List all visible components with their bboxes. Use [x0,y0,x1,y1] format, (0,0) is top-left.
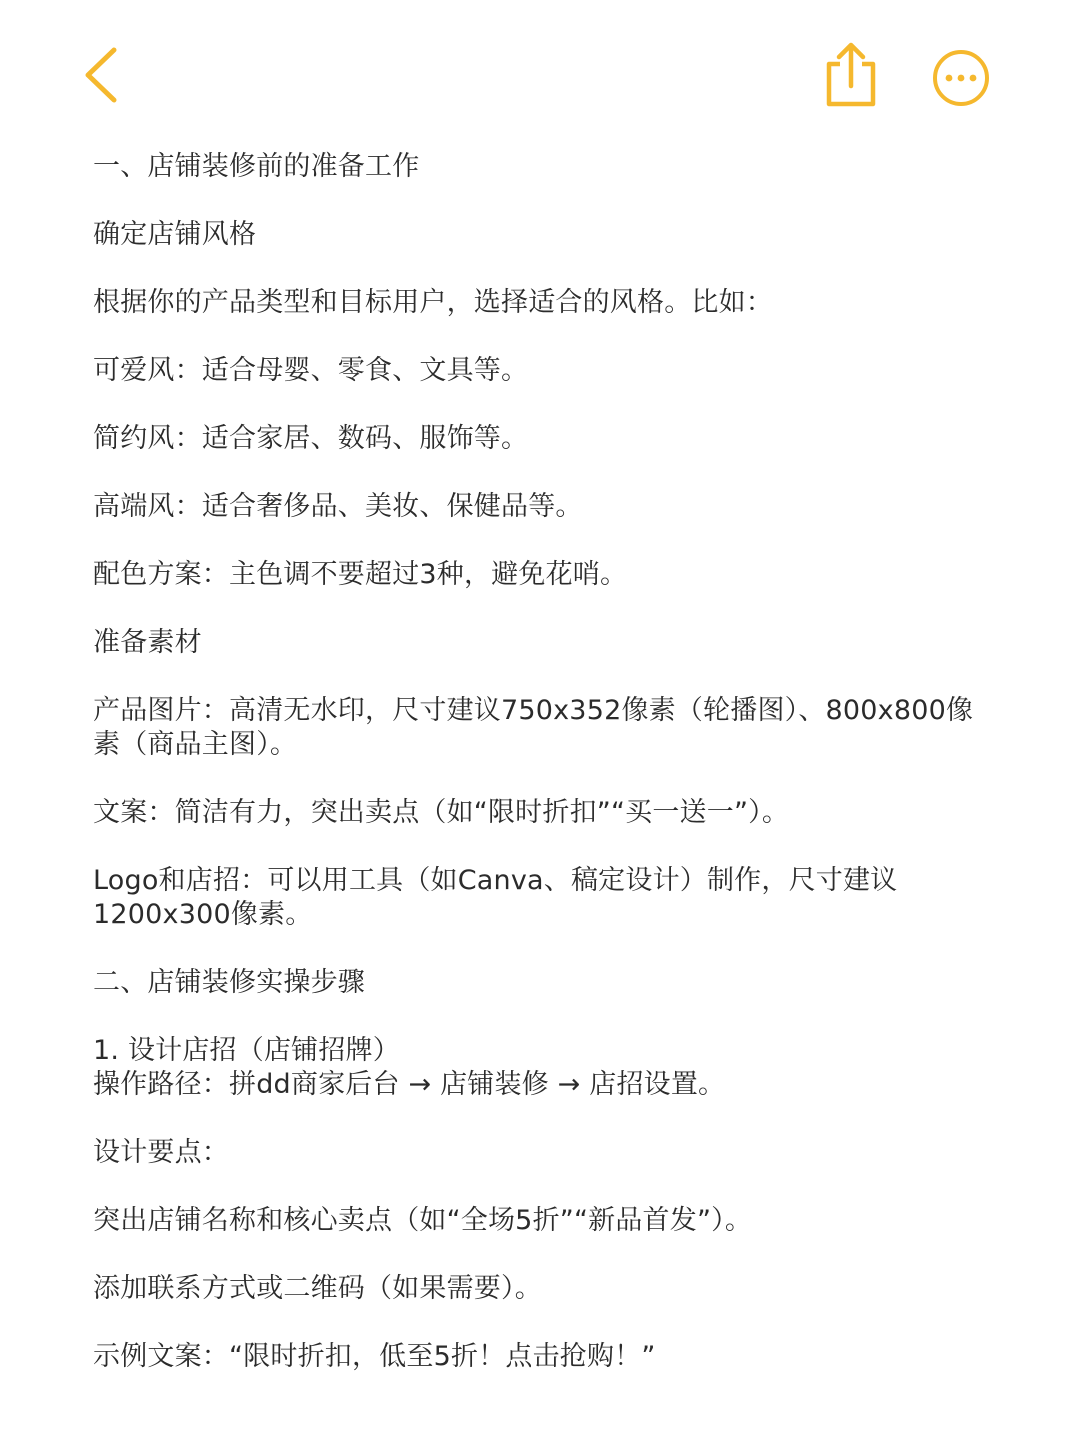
paragraph: 产品图片：高清无水印，尺寸建议750x352像素（轮播图）、800x800像素（商品主图）。 [93,695,974,760]
subheading: 确定店铺风格 [93,219,257,250]
paragraph: 添加联系方式或二维码（如果需要）。 [93,1273,542,1304]
top-toolbar [0,0,1080,150]
paragraph: Logo和店招：可以用工具（如Canva、稿定设计）制作，尺寸建议1200x300像素。 [93,865,898,930]
chevron-left-icon[interactable] [78,44,126,106]
paragraph: 根据你的产品类型和目标用户，选择适合的风格。比如： [93,287,773,318]
paragraph: 可爱风：适合母婴、零食、文具等。 [93,355,529,386]
paragraph: 操作路径：拼dd商家后台 → 店铺装修 → 店招设置。 [93,1069,726,1100]
section-heading: 一、店铺装修前的准备工作 [93,151,420,182]
paragraph: 配色方案：主色调不要超过3种，避免花哨。 [93,559,628,590]
share-icon[interactable] [820,40,882,110]
subheading: 准备素材 [93,627,202,658]
paragraph: 示例文案：“限时折扣，低至5折！点击抢购！” [93,1341,656,1372]
paragraph: 高端风：适合奢侈品、美妆、保健品等。 [93,491,583,522]
paragraph: 突出店铺名称和核心卖点（如“全场5折”“新品首发”）。 [93,1205,753,1236]
step-heading: 1. 设计店招（店铺招牌） [93,1035,400,1066]
section-heading: 二、店铺装修实操步骤 [93,967,365,998]
paragraph: 简约风：适合家居、数码、服饰等。 [93,423,529,454]
paragraph: 设计要点： [93,1137,229,1168]
note-body[interactable] [93,150,993,1408]
more-horizontal-icon[interactable] [930,47,992,109]
paragraph: 文案：简洁有力，突出卖点（如“限时折扣”“买一送一”）。 [93,797,790,828]
